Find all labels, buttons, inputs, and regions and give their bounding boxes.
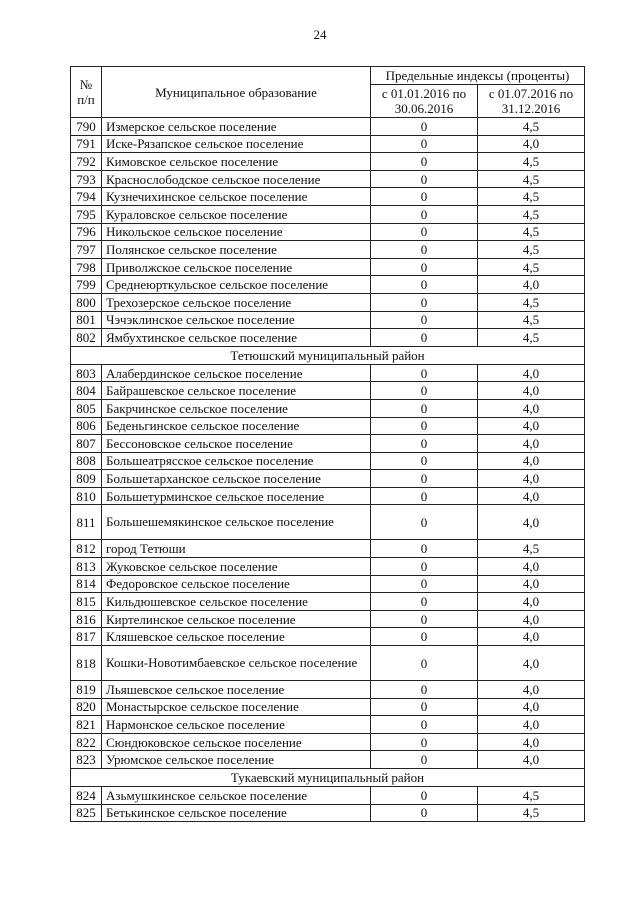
municipality-name: Кураловское сельское поселение bbox=[102, 205, 371, 223]
row-number: 817 bbox=[71, 628, 102, 646]
index-period-2: 4,0 bbox=[478, 276, 585, 294]
row-number: 814 bbox=[71, 575, 102, 593]
index-period-1: 0 bbox=[371, 610, 478, 628]
index-period-2: 4,5 bbox=[478, 223, 585, 241]
index-period-2: 4,0 bbox=[478, 505, 585, 540]
municipality-name: Ямбухтинское сельское поселение bbox=[102, 329, 371, 347]
index-period-2: 4,0 bbox=[478, 698, 585, 716]
index-period-2: 4,5 bbox=[478, 804, 585, 822]
row-number: 796 bbox=[71, 223, 102, 241]
municipality-name: Беденьгинское сельское поселение bbox=[102, 417, 371, 435]
row-number: 824 bbox=[71, 787, 102, 805]
index-period-2: 4,5 bbox=[478, 241, 585, 259]
row-number: 816 bbox=[71, 610, 102, 628]
table-row bbox=[71, 364, 585, 382]
row-number: 790 bbox=[71, 118, 102, 136]
municipality-name: Иске-Рязапское сельское поселение bbox=[102, 135, 371, 153]
table-row bbox=[71, 329, 585, 347]
row-number: 808 bbox=[71, 452, 102, 470]
index-period-2: 4,5 bbox=[478, 258, 585, 276]
index-period-1: 0 bbox=[371, 716, 478, 734]
row-number: 799 bbox=[71, 276, 102, 294]
municipality-name: Измерское сельское поселение bbox=[102, 118, 371, 136]
index-period-1: 0 bbox=[371, 452, 478, 470]
municipality-name: Бессоновское сельское поселение bbox=[102, 435, 371, 453]
municipality-name: Федоровское сельское поселение bbox=[102, 575, 371, 593]
table-row bbox=[71, 293, 585, 311]
municipality-name: Нармонское сельское поселение bbox=[102, 716, 371, 734]
row-number: 793 bbox=[71, 170, 102, 188]
index-period-1: 0 bbox=[371, 293, 478, 311]
index-period-1: 0 bbox=[371, 170, 478, 188]
row-number: 804 bbox=[71, 382, 102, 400]
table-row bbox=[71, 258, 585, 276]
index-period-2: 4,0 bbox=[478, 135, 585, 153]
municipality-name: Никольское сельское поселение bbox=[102, 223, 371, 241]
index-period-2: 4,0 bbox=[478, 681, 585, 699]
municipality-name: Киртелинское сельское поселение bbox=[102, 610, 371, 628]
table-row bbox=[71, 804, 585, 822]
index-period-1: 0 bbox=[371, 804, 478, 822]
municipality-name: Кошки-Новотимбаевское сельское поселение bbox=[102, 646, 371, 681]
row-number: 821 bbox=[71, 716, 102, 734]
index-period-1: 0 bbox=[371, 188, 478, 206]
index-period-1: 0 bbox=[371, 628, 478, 646]
table-header bbox=[71, 67, 585, 118]
row-number: 791 bbox=[71, 135, 102, 153]
index-period-2: 4,0 bbox=[478, 716, 585, 734]
municipality-name: Большетурминское сельское поселение bbox=[102, 487, 371, 505]
index-period-2: 4,5 bbox=[478, 311, 585, 329]
municipality-name: Азьмушкинское сельское поселение bbox=[102, 787, 371, 805]
index-period-1: 0 bbox=[371, 646, 478, 681]
index-period-1: 0 bbox=[371, 205, 478, 223]
index-period-2: 4,5 bbox=[478, 205, 585, 223]
table-row bbox=[71, 470, 585, 488]
row-number: 812 bbox=[71, 540, 102, 558]
municipality-name: Большешемякинское сельское поселение bbox=[102, 505, 371, 540]
table-row bbox=[71, 452, 585, 470]
index-period-2: 4,0 bbox=[478, 452, 585, 470]
index-period-2: 4,5 bbox=[478, 293, 585, 311]
row-number: 818 bbox=[71, 646, 102, 681]
row-number: 807 bbox=[71, 435, 102, 453]
municipality-name: Полянское сельское поселение bbox=[102, 241, 371, 259]
municipality-name: Большеатрясское сельское поселение bbox=[102, 452, 371, 470]
index-period-1: 0 bbox=[371, 540, 478, 558]
municipality-name: Кильдюшевское сельское поселение bbox=[102, 593, 371, 611]
indices-table bbox=[70, 66, 585, 822]
table-row bbox=[71, 382, 585, 400]
index-period-1: 0 bbox=[371, 470, 478, 488]
table-row bbox=[71, 787, 585, 805]
index-period-1: 0 bbox=[371, 364, 478, 382]
index-period-1: 0 bbox=[371, 698, 478, 716]
row-number: 797 bbox=[71, 241, 102, 259]
municipality-name: Кузнечихинское сельское поселение bbox=[102, 188, 371, 206]
index-period-2: 4,0 bbox=[478, 628, 585, 646]
row-number: 809 bbox=[71, 470, 102, 488]
municipality-name: город Тетюши bbox=[102, 540, 371, 558]
index-period-1: 0 bbox=[371, 435, 478, 453]
index-period-1: 0 bbox=[371, 223, 478, 241]
municipality-name: Бакрчинское сельское поселение bbox=[102, 399, 371, 417]
row-number: 803 bbox=[71, 364, 102, 382]
index-period-2: 4,5 bbox=[478, 118, 585, 136]
index-period-1: 0 bbox=[371, 733, 478, 751]
municipality-name: Жуковское сельское поселение bbox=[102, 558, 371, 576]
section-title: Тетюшский муниципальный район bbox=[71, 346, 585, 364]
index-period-1: 0 bbox=[371, 751, 478, 769]
index-period-2: 4,5 bbox=[478, 787, 585, 805]
index-period-2: 4,0 bbox=[478, 435, 585, 453]
row-number: 822 bbox=[71, 733, 102, 751]
municipality-name: Урюмское сельское поселение bbox=[102, 751, 371, 769]
row-number: 813 bbox=[71, 558, 102, 576]
row-number: 794 bbox=[71, 188, 102, 206]
header-name: Муниципальное образование bbox=[102, 67, 371, 118]
index-period-2: 4,5 bbox=[478, 170, 585, 188]
index-period-2: 4,0 bbox=[478, 575, 585, 593]
index-period-1: 0 bbox=[371, 417, 478, 435]
municipality-name: Льяшевское сельское поселение bbox=[102, 681, 371, 699]
row-number: 823 bbox=[71, 751, 102, 769]
index-period-2: 4,5 bbox=[478, 153, 585, 171]
municipality-name: Кимовское сельское поселение bbox=[102, 153, 371, 171]
table-row bbox=[71, 435, 585, 453]
table-row bbox=[71, 558, 585, 576]
index-period-1: 0 bbox=[371, 593, 478, 611]
header-period-2: с 01.07.2016 по 31.12.2016 bbox=[478, 85, 585, 118]
row-number: 810 bbox=[71, 487, 102, 505]
municipality-name: Трехозерское сельское поселение bbox=[102, 293, 371, 311]
table-row bbox=[71, 399, 585, 417]
table-row bbox=[71, 118, 585, 136]
table-row bbox=[71, 505, 585, 540]
table-row bbox=[71, 540, 585, 558]
index-period-2: 4,0 bbox=[478, 610, 585, 628]
header-period-1: с 01.01.2016 по 30.06.2016 bbox=[371, 85, 478, 118]
index-period-2: 4,5 bbox=[478, 540, 585, 558]
header-indices: Предельные индексы (проценты) bbox=[371, 67, 585, 85]
index-period-1: 0 bbox=[371, 487, 478, 505]
table-row bbox=[71, 276, 585, 294]
table-row bbox=[71, 610, 585, 628]
table-body bbox=[71, 118, 585, 822]
municipality-name: Кляшевское сельское поселение bbox=[102, 628, 371, 646]
row-number: 820 bbox=[71, 698, 102, 716]
index-period-1: 0 bbox=[371, 241, 478, 259]
index-period-2: 4,0 bbox=[478, 593, 585, 611]
municipality-name: Сюндюковское сельское поселение bbox=[102, 733, 371, 751]
index-period-2: 4,0 bbox=[478, 558, 585, 576]
index-period-1: 0 bbox=[371, 505, 478, 540]
row-number: 800 bbox=[71, 293, 102, 311]
table-row bbox=[71, 417, 585, 435]
table-row bbox=[71, 716, 585, 734]
row-number: 802 bbox=[71, 329, 102, 347]
index-period-1: 0 bbox=[371, 311, 478, 329]
row-number: 819 bbox=[71, 681, 102, 699]
header-num: № п/п bbox=[71, 67, 102, 118]
row-number: 815 bbox=[71, 593, 102, 611]
index-period-2: 4,0 bbox=[478, 646, 585, 681]
municipality-name: Монастырское сельское поселение bbox=[102, 698, 371, 716]
municipality-name: Байрашевское сельское поселение bbox=[102, 382, 371, 400]
row-number: 811 bbox=[71, 505, 102, 540]
table-row bbox=[71, 153, 585, 171]
index-period-2: 4,5 bbox=[478, 329, 585, 347]
table-row bbox=[71, 681, 585, 699]
table-row bbox=[71, 188, 585, 206]
index-period-1: 0 bbox=[371, 276, 478, 294]
index-period-1: 0 bbox=[371, 118, 478, 136]
table-row bbox=[71, 646, 585, 681]
index-period-1: 0 bbox=[371, 153, 478, 171]
table-row bbox=[71, 170, 585, 188]
index-period-2: 4,0 bbox=[478, 751, 585, 769]
municipality-name: Большетарханское сельское поселение bbox=[102, 470, 371, 488]
row-number: 825 bbox=[71, 804, 102, 822]
table-row bbox=[71, 593, 585, 611]
row-number: 806 bbox=[71, 417, 102, 435]
municipality-name: Чэчэклинское сельское поселение bbox=[102, 311, 371, 329]
index-period-1: 0 bbox=[371, 575, 478, 593]
index-period-1: 0 bbox=[371, 558, 478, 576]
row-number: 798 bbox=[71, 258, 102, 276]
section-row bbox=[71, 346, 585, 364]
table-row bbox=[71, 575, 585, 593]
municipality-name: Бетькинское сельское поселение bbox=[102, 804, 371, 822]
index-period-1: 0 bbox=[371, 329, 478, 347]
index-period-1: 0 bbox=[371, 399, 478, 417]
table-row bbox=[71, 223, 585, 241]
municipality-name: Краснослободское сельское поселение bbox=[102, 170, 371, 188]
table-row bbox=[71, 751, 585, 769]
table-row bbox=[71, 628, 585, 646]
table-row bbox=[71, 241, 585, 259]
table-row bbox=[71, 733, 585, 751]
municipality-name: Алабердинское сельское поселение bbox=[102, 364, 371, 382]
row-number: 792 bbox=[71, 153, 102, 171]
table-row bbox=[71, 487, 585, 505]
section-row bbox=[71, 769, 585, 787]
index-period-2: 4,0 bbox=[478, 470, 585, 488]
municipality-name: Приволжское сельское поселение bbox=[102, 258, 371, 276]
index-period-1: 0 bbox=[371, 382, 478, 400]
index-period-2: 4,0 bbox=[478, 364, 585, 382]
table-row bbox=[71, 135, 585, 153]
index-period-1: 0 bbox=[371, 258, 478, 276]
index-period-1: 0 bbox=[371, 787, 478, 805]
index-period-1: 0 bbox=[371, 681, 478, 699]
table-row bbox=[71, 698, 585, 716]
page-number: 24 bbox=[313, 27, 327, 42]
section-title: Тукаевский муниципальный район bbox=[71, 769, 585, 787]
table-row bbox=[71, 311, 585, 329]
index-period-2: 4,5 bbox=[478, 188, 585, 206]
row-number: 795 bbox=[71, 205, 102, 223]
row-number: 805 bbox=[71, 399, 102, 417]
index-period-2: 4,0 bbox=[478, 733, 585, 751]
index-period-2: 4,0 bbox=[478, 382, 585, 400]
table-row bbox=[71, 205, 585, 223]
index-period-2: 4,0 bbox=[478, 487, 585, 505]
index-period-2: 4,0 bbox=[478, 417, 585, 435]
municipality-name: Среднеюрткульское сельское поселение bbox=[102, 276, 371, 294]
index-period-2: 4,0 bbox=[478, 399, 585, 417]
index-period-1: 0 bbox=[371, 135, 478, 153]
row-number: 801 bbox=[71, 311, 102, 329]
